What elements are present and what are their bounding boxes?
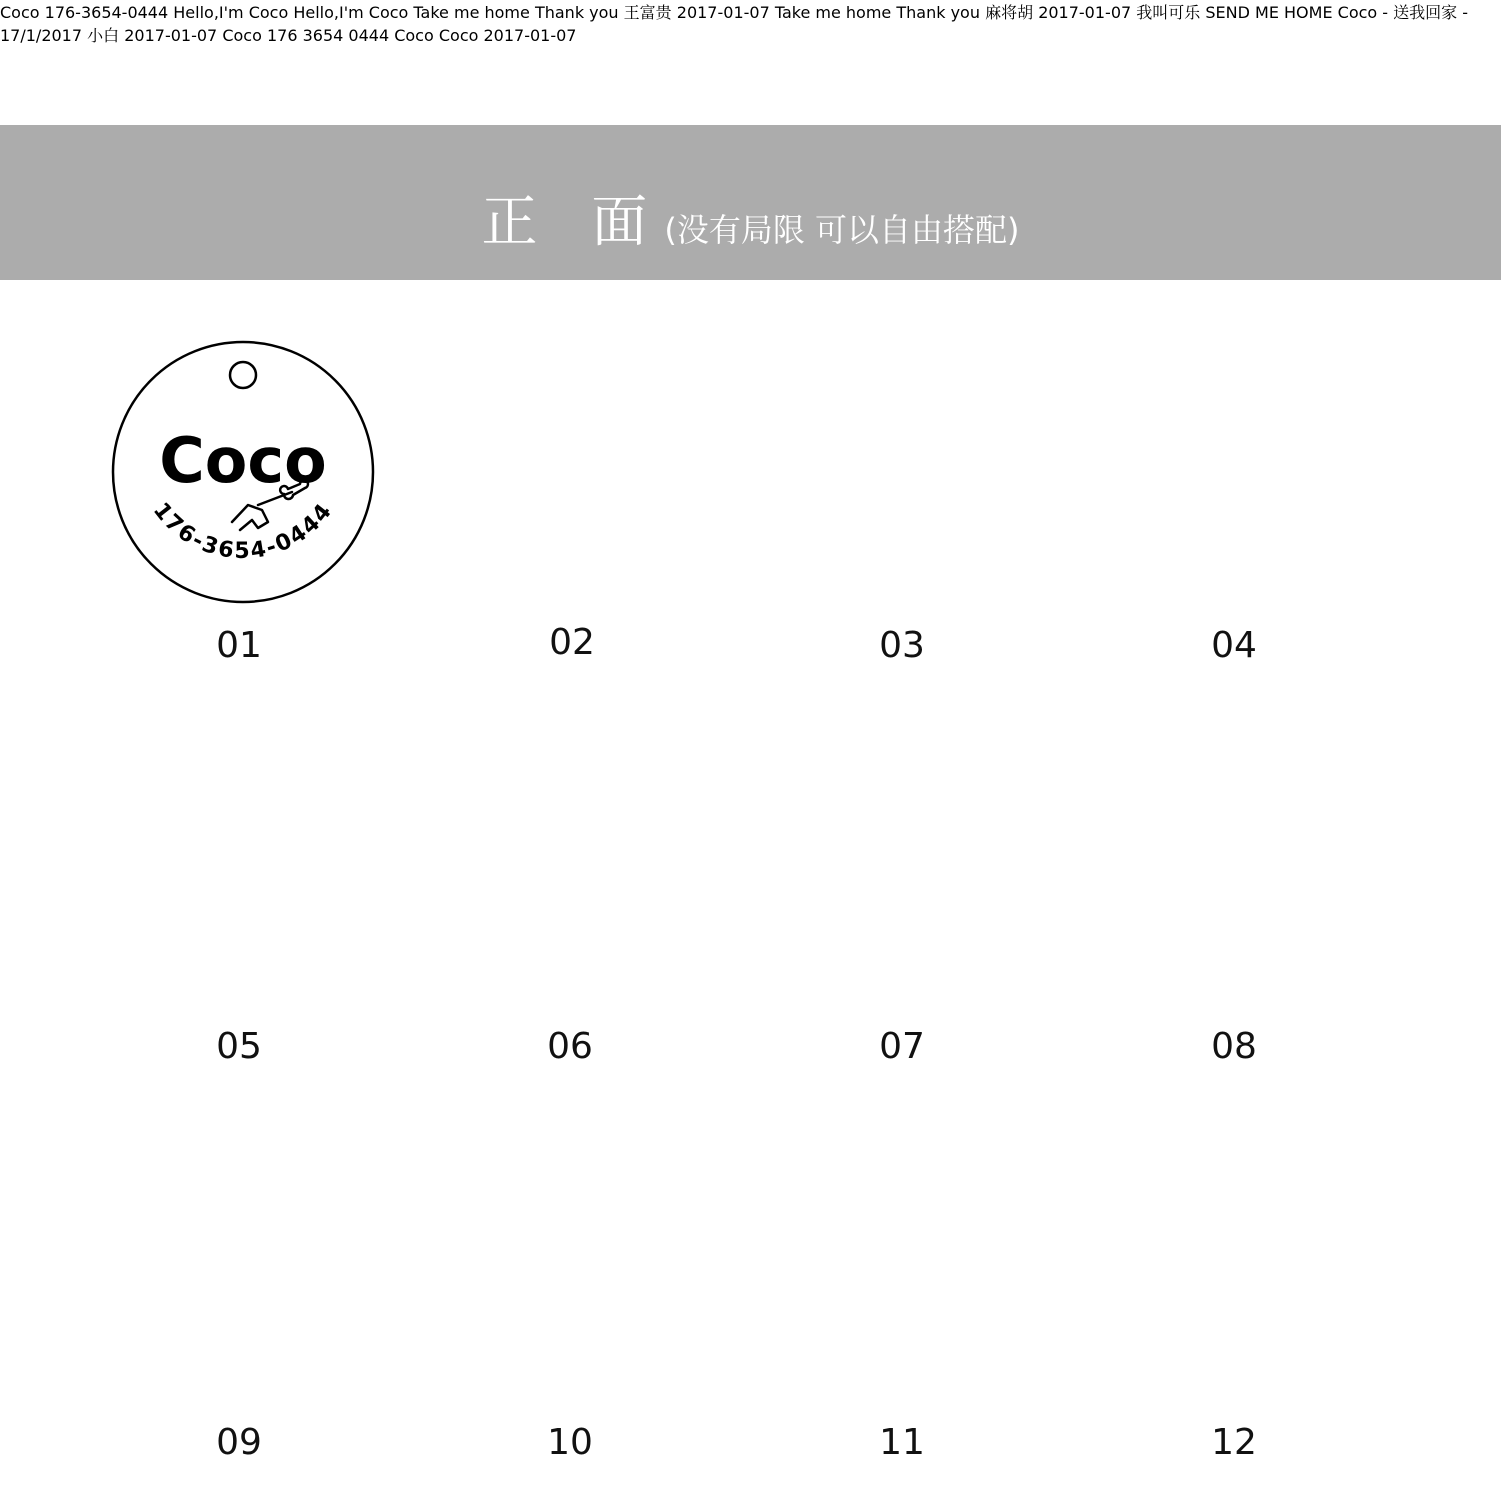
tag-name: Coco (159, 424, 327, 497)
tag-small-line1: Take me home (413, 3, 530, 22)
tag-phone: 176 3654 0444 (266, 26, 390, 45)
tag-number-11: 11 (879, 1422, 925, 1463)
tag-phone: 176-3654-0444 (147, 498, 339, 565)
tag-date: 2017-01-07 (676, 3, 770, 22)
tag-01 (113, 342, 373, 602)
tag-number-09: 09 (216, 1422, 262, 1463)
tag-number-04: 04 (1211, 625, 1257, 666)
tag-date: 17/1/2017 (0, 26, 83, 45)
tag-name: 我叫可乐 (1136, 3, 1201, 22)
tag-small-line2: Thank you (896, 3, 980, 22)
tag-number-07: 07 (879, 1026, 925, 1067)
tag-number-01: 01 (216, 625, 262, 666)
header-subtitle: (没有局限 可以自由搭配) (664, 211, 1020, 249)
tag-name: 王富贵 (623, 3, 672, 22)
tag-line2: Coco (368, 3, 409, 22)
tag-small-line2: Thank you (534, 3, 619, 22)
tag-line2: Coco (248, 3, 289, 22)
tag-small-line1: Take me home (774, 3, 892, 22)
tag-date: 2017-01-07 (124, 26, 218, 45)
tag-line1: Hello,I'm (173, 3, 244, 22)
header-main-title: 正 面 (481, 190, 666, 255)
tag-number-06: 06 (547, 1026, 593, 1067)
tag-name: Coco (1337, 3, 1378, 22)
tag-sub: SEND ME HOME (1205, 3, 1333, 22)
tag-phone: 176-3654-0444 (44, 3, 169, 22)
tag-name: 麻将胡 (985, 3, 1034, 22)
tag-name: Coco (438, 26, 479, 45)
tag-date: 2017-01-07 (483, 26, 577, 45)
tag-date: 2017-01-07 (1038, 3, 1132, 22)
tag-sub: - 送我回家 - (1382, 3, 1469, 22)
tag-name: Coco (222, 26, 262, 45)
tag-name: Coco (394, 26, 434, 45)
tag-number-05: 05 (216, 1026, 262, 1067)
tag-number-10: 10 (547, 1422, 593, 1463)
tag-name: Coco (0, 3, 40, 22)
tag-number-02: 02 (549, 622, 595, 663)
tag-name: 小白 (87, 26, 120, 45)
tag-number-03: 03 (879, 625, 925, 666)
tag-number-12: 12 (1211, 1422, 1257, 1463)
tag-number-08: 08 (1211, 1026, 1257, 1067)
tag-line1: Hello,I'm (293, 3, 364, 22)
